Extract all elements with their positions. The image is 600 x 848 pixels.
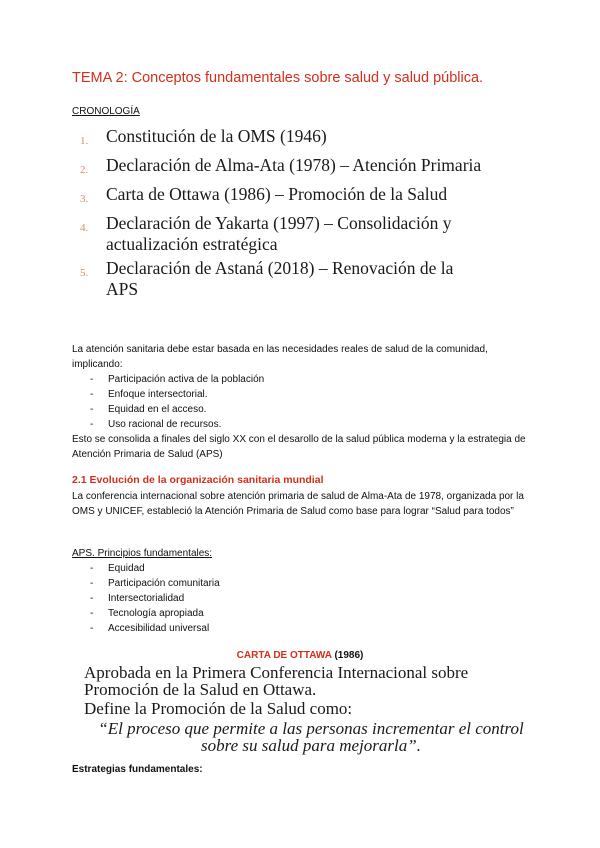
list-item: - Equidad	[88, 561, 472, 576]
ottawa-heading-title: CARTA DE OTTAWA	[236, 650, 332, 661]
cronologia-list	[80, 126, 510, 303]
list-item: - Intersectorialidad	[88, 591, 472, 606]
item-text: Carta de Ottawa (1986) – Promoción de la Salud	[106, 184, 448, 204]
item-number: 1.	[80, 135, 89, 147]
ottawa-line-1: Aprobada en la Primera Conferencia Internacional sobre Promoción de la Salud en Ottawa.	[84, 663, 469, 699]
item-number: 4.	[80, 222, 89, 234]
list-item: - Enfoque intersectorial.	[88, 387, 532, 402]
ottawa-block	[84, 664, 544, 754]
aps-section	[72, 546, 472, 636]
item-number: 3.	[80, 193, 89, 205]
list-item: - Participación activa de la población	[88, 372, 532, 387]
list-item: - Equidad en el acceso.	[88, 402, 532, 417]
item-text: Declaración de Alma-Ata (1978) – Atención Primaria	[106, 155, 482, 175]
ottawa-heading	[0, 650, 600, 661]
ottawa-quote: “El proceso que permite a las personas incrementar el control sobre su salud para mejorarla”.	[98, 719, 524, 755]
intro-section	[72, 342, 532, 462]
intro-closing: Esto se consolida a finales del siglo XX con el desarollo de la salud pública moderna y la estrategia de Atención Primaria de Salud (APS)	[72, 434, 526, 460]
ottawa-heading-year: (1986)	[334, 650, 364, 661]
list-item: - Tecnología apropiada	[88, 606, 472, 621]
intro-bullets	[72, 372, 532, 432]
aps-bullets	[72, 561, 472, 636]
cronologia-item	[80, 155, 510, 181]
item-text: Declaración de Yakarta (1997) – Consolidación y actualización estratégica	[106, 213, 452, 254]
intro-text: La atención sanitaria debe estar basada en las necesidades reales de salud de la comunidad, implicando:	[72, 344, 488, 370]
cronologia-item	[80, 184, 510, 210]
cronologia-label: CRONOLOGÍA	[72, 106, 140, 117]
cronologia-item	[80, 126, 510, 152]
section-heading-2-1: 2.1 Evolución de la organización sanitaria mundial	[72, 474, 324, 486]
item-number: 2.	[80, 164, 89, 176]
aps-heading: APS. Principios fundamentales:	[72, 548, 213, 559]
item-number: 5.	[80, 267, 89, 279]
page-title: TEMA 2: Conceptos fundamentales sobre salud y salud pública.	[72, 70, 484, 86]
estrategias-heading: Estrategias fundamentales:	[72, 764, 203, 775]
list-item: - Uso racional de recursos.	[88, 417, 532, 432]
section-2-1-text: La conferencia internacional sobre atención primaria de salud de Alma-Ata de 1978, organizada por la OMS y UNICEF, estableció la Atención Primaria de Salud como base para lograr “Salud para todos”	[72, 491, 524, 517]
list-item: - Accesibilidad universal	[88, 621, 472, 636]
item-text: Constitución de la OMS (1946)	[106, 126, 327, 146]
cronologia-item	[80, 213, 510, 255]
list-item: - Participación comunitaria	[88, 576, 472, 591]
ottawa-line-2: Define la Promoción de la Salud como:	[84, 699, 353, 718]
cronologia-item	[80, 258, 510, 300]
item-text: Declaración de Astaná (2018) – Renovación de la APS	[106, 258, 454, 299]
